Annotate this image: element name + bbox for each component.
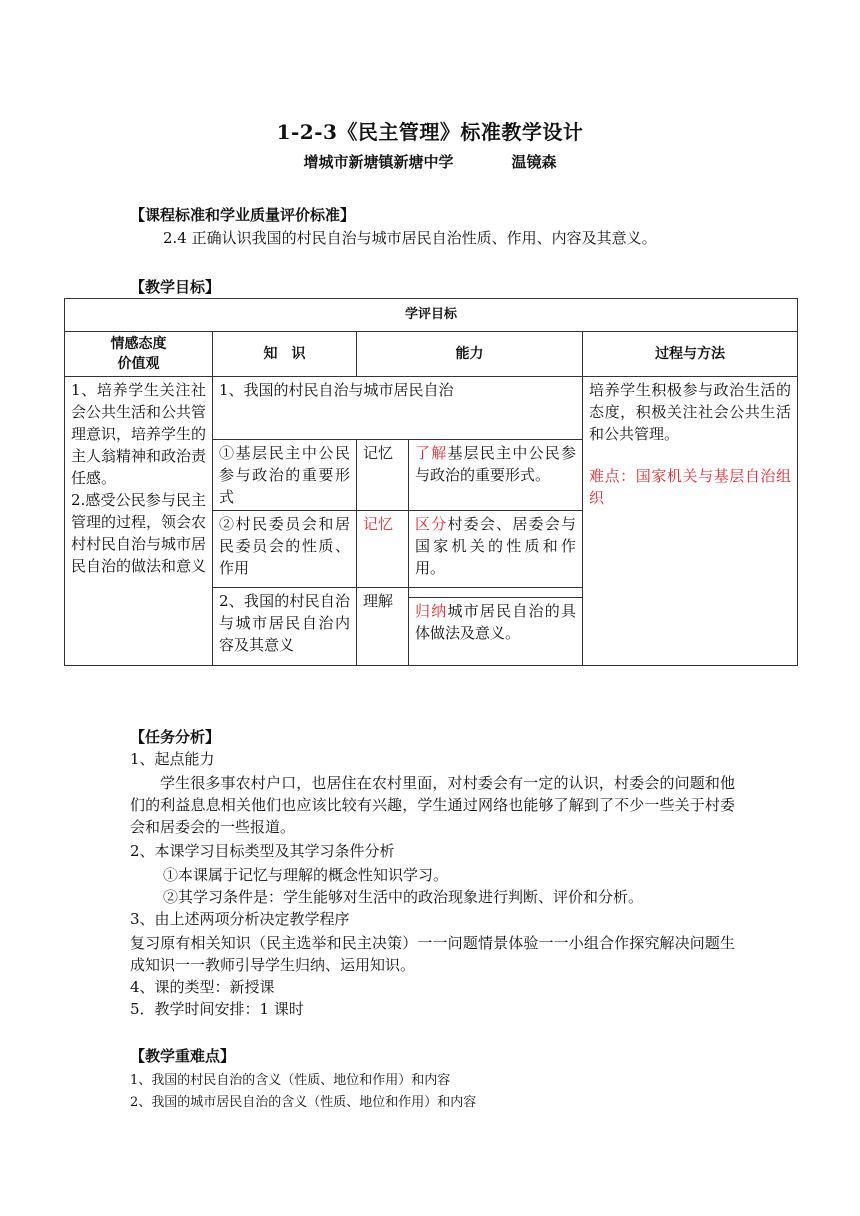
ability-verb-1: 了解 xyxy=(415,443,448,462)
task-line-2b: ②其学习条件是：学生能够对生活中的政治现象进行判断、评价和分析。 xyxy=(163,888,644,906)
knowledge-row-2: ②村民委员会和居民委员会的性质、作用 xyxy=(213,511,357,587)
task-line-4: 4、课的类型：新授课 xyxy=(130,978,275,996)
attitude-item-1: 1、培养学生关注社会公共生活和公共管理意识，培养学生的主人翁精神和政治责任感。 xyxy=(71,381,207,488)
header-attitude: 情感态度 价值观 xyxy=(65,332,213,377)
ability-verb-3: 归纳 xyxy=(415,601,448,620)
school-name: 增城市新塘镇新塘中学 xyxy=(303,153,454,171)
task-heading: 【任务分析】 xyxy=(130,728,221,746)
header-process: 过程与方法 xyxy=(583,332,798,377)
document-title: 1-2-3《民主管理》标准教学设计 xyxy=(276,120,584,144)
knowledge-row-1: ①基层民主中公民参与政治的重要形式 xyxy=(213,439,357,510)
keypoints-heading: 【教学重难点】 xyxy=(130,1047,236,1065)
task-line-5: 5．教学时间安排：1 课时 xyxy=(130,1000,304,1018)
task-line-3-body: 复习原有相关知识（民主选举和民主决策）一一问题情景体验一一小组合作探究解决问题生成知识一一教师引导学生归纳、运用知识。 xyxy=(130,934,735,974)
task-line-3: 3、由上述两项分析决定教学程序 xyxy=(130,910,350,928)
keypoint-1: 1、我国的村民自治的含义（性质、地位和作用）和内容 xyxy=(130,1073,451,1088)
author-name: 温镜森 xyxy=(511,153,557,171)
ability-spacer xyxy=(409,587,583,597)
task-line-1: 1、起点能力 xyxy=(130,750,215,768)
ability-verb-2: 区分 xyxy=(415,515,448,534)
process-cell xyxy=(583,377,798,666)
ability-text-1: 基层民主中公民参与政治的重要形式。 xyxy=(415,443,576,484)
process-text: 培养学生积极参与政治生活的态度，积极关注社会公共生活和公共管理。 xyxy=(589,381,792,444)
header-ability: 能力 xyxy=(357,332,583,377)
author-line xyxy=(0,151,860,172)
level-row-1: 记忆 xyxy=(357,439,409,510)
objectives-heading: 【教学目标】 xyxy=(130,278,221,296)
task-line-2a: ①本课属于记忆与理解的概念性知识学习。 xyxy=(163,866,449,884)
table-title: 学评目标 xyxy=(65,299,798,332)
level-row-3: 理解 xyxy=(357,587,409,665)
keypoint-2: 2、我国的城市居民自治的含义（性质、地位和作用）和内容 xyxy=(130,1095,477,1110)
ability-row-1 xyxy=(409,439,583,510)
standard-text: 2.4 正确认识我国的村民自治与城市居民自治性质、作用、内容及其意义。 xyxy=(163,229,657,247)
ability-text-2: 村委会、居委会与国家机关的性质和作用。 xyxy=(415,515,576,578)
ability-text-3: 城市居民自治的具体做法及意义。 xyxy=(415,601,576,642)
ability-row-3 xyxy=(409,597,583,665)
attitude-cell xyxy=(65,377,213,666)
objectives-table xyxy=(64,298,798,666)
knowledge-topic-1: 1、我国的村民自治与城市居民自治 xyxy=(213,377,583,439)
task-line-2: 2、本课学习目标类型及其学习条件分析 xyxy=(130,842,395,860)
standard-heading: 【课程标准和学业质量评价标准】 xyxy=(130,206,356,224)
level-row-2: 记忆 xyxy=(357,511,409,587)
task-line-1-body: 学生很多事农村户口，也居住在农村里面，对村委会有一定的认识，村委会的问题和他们的利益息息相关他们也应该比较有兴趣，学生通过网络也能够了解到了不少一些关于村委会和居委会的一些报道。 xyxy=(130,774,735,836)
process-difficulty: 难点：国家机关与基层自治组织 xyxy=(589,467,792,508)
ability-row-2 xyxy=(409,511,583,587)
header-knowledge: 知 识 xyxy=(213,332,357,377)
knowledge-row-3: 2、我国的村民自治与城市居民自治内容及其意义 xyxy=(213,587,357,665)
attitude-item-2: 2.感受公民参与民主管理的过程，领会农村村民自治与城市居民自治的做法和意义 xyxy=(71,491,207,576)
